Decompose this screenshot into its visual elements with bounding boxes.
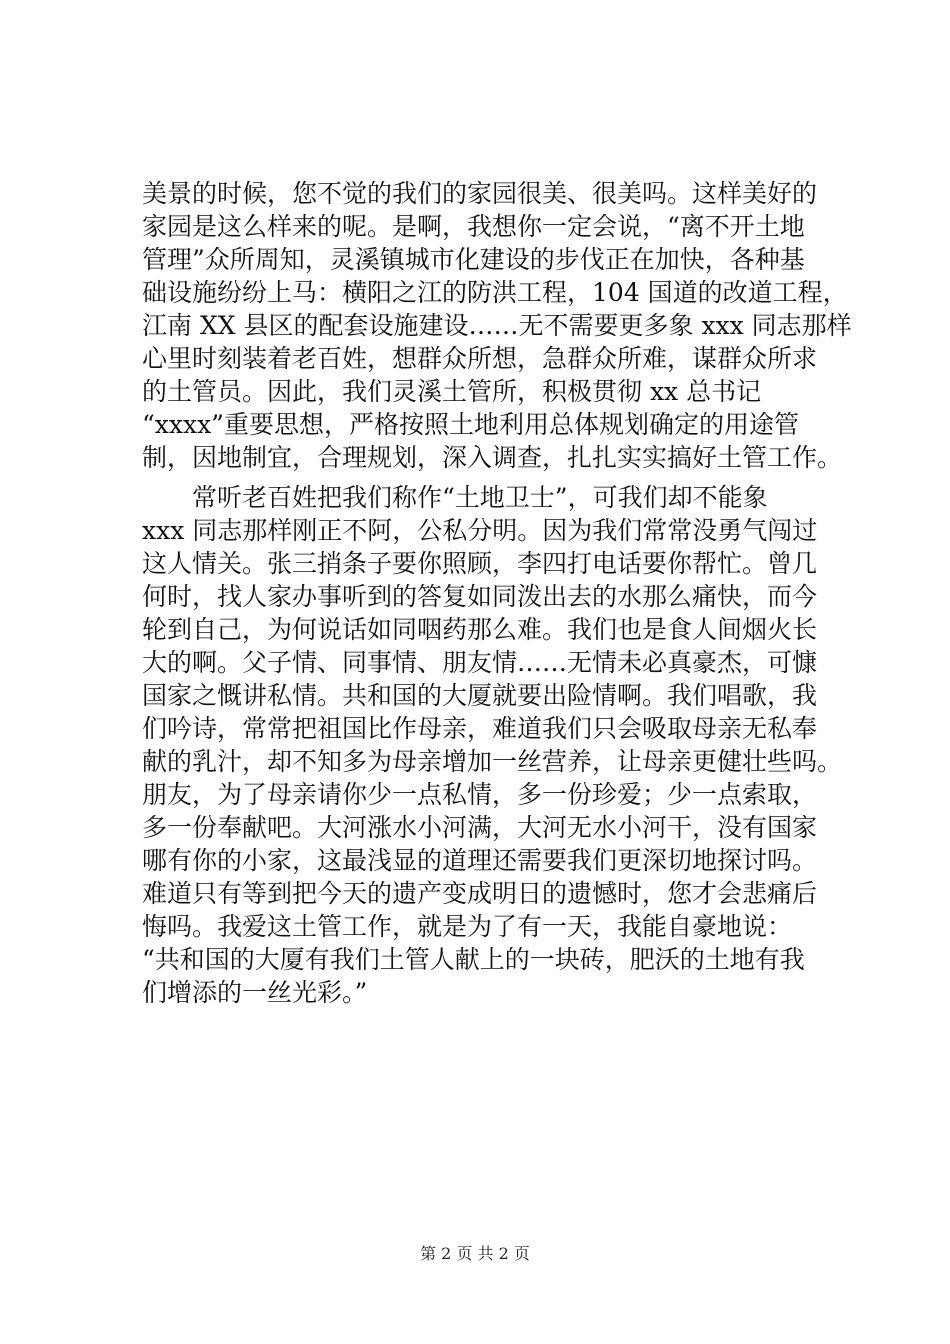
paragraph-line: 这人情关。张三捎条子要你照顾，李四打电话要你帮忙。曾几 [142, 549, 818, 578]
paragraph-line: “xxxx”重要思想，严格按照土地利用总体规划确定的用途管 [142, 410, 799, 439]
paragraph-line: 轮到自己，为何说话如同咽药那么难。我们也是食人间烟火长 [142, 615, 818, 644]
paragraph-line: 常听老百姓把我们称作“土地卫士”，可我们却不能象 [142, 483, 768, 512]
paragraph-line: 的土管员。因此，我们灵溪土管所，积极贯彻 xx 总书记 [142, 377, 762, 406]
paragraph-line: “共和国的大厦有我们土管人献上的一块砖，肥沃的土地有我 [142, 945, 805, 974]
paragraph-line: 美景的时候，您不觉的我们的家园很美、很美吗。这样美好的 [142, 179, 818, 208]
paragraph-line: 献的乳汁，却不知多为母亲增加一丝营养，让母亲更健壮些吗。 [142, 747, 843, 776]
paragraph-line: xxx 同志那样刚正不阿，公私分明。因为我们常常没勇气闯过 [142, 516, 818, 545]
paragraph-line: 制，因地制宜，合理规划，深入调查，扎扎实实搞好土管工作。 [142, 443, 843, 472]
paragraph-line: 心里时刻装着老百姓，想群众所想，急群众所难，谋群众所求 [142, 344, 818, 373]
paragraph-line: 江南 XX 县区的配套设施建设……无不需要更多象 xxx 同志那样 [142, 311, 852, 340]
paragraph-line: 们增添的一丝光彩。” [142, 978, 368, 1007]
page-number-label: 第 2 页 共 2 页 [420, 1244, 530, 1263]
paragraph-line: 朋友，为了母亲请你少一点私情，多一份珍爱；少一点索取， [142, 780, 818, 809]
paragraph-line: 家园是这么样来的呢。是啊，我想你一定会说，“离不开土地 [142, 212, 805, 241]
paragraph-2 [142, 481, 843, 1009]
paragraph-line: 管理”众所周知，灵溪镇城市化建设的步伐正在加快，各种基 [142, 245, 805, 274]
paragraph-line: 多一份奉献吧。大河涨水小河满，大河无水小河干，没有国家 [142, 813, 818, 842]
paragraph-line: 难道只有等到把今天的遗产变成明日的遗憾时，您才会悲痛后 [142, 879, 818, 908]
paragraph-line: 国家之慨讲私情。共和国的大厦就要出险情啊。我们唱歌，我 [142, 681, 818, 710]
paragraph-line: 础设施纷纷上马：横阳之江的防洪工程，104 国道的改道工程， [142, 278, 848, 307]
paragraph-line: 哪有你的小家，这最浅显的道理还需要我们更深切地探讨吗。 [142, 846, 818, 875]
paragraph-line: 悔吗。我爱这土管工作，就是为了有一天，我能自豪地说： [142, 912, 793, 941]
paragraph-line: 何时，找人家办事听到的答复如同泼出去的水那么痛快，而今 [142, 582, 818, 611]
paragraph-1 [142, 177, 852, 474]
page-footer [0, 1244, 950, 1264]
paragraph-line: 们吟诗，常常把祖国比作母亲，难道我们只会吸取母亲无私奉 [142, 714, 818, 743]
paragraph-line: 大的啊。父子情、同事情、朋友情……无情未必真豪杰，可慷 [142, 648, 818, 677]
